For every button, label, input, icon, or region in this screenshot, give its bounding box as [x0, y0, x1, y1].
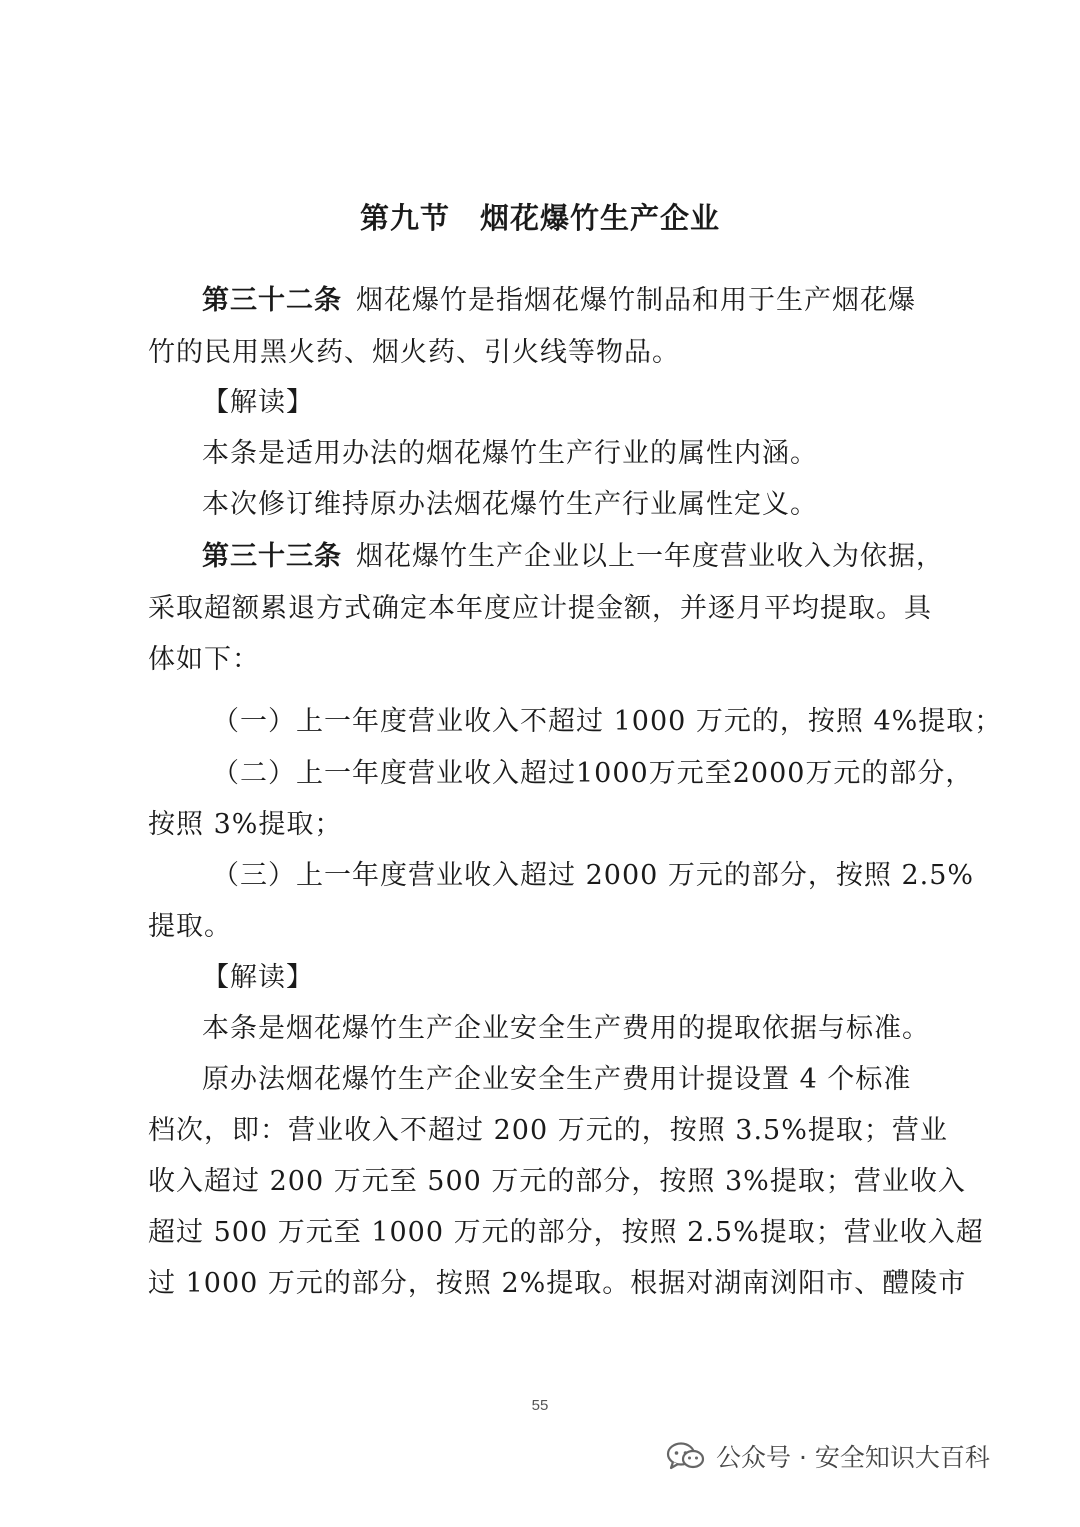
interpretation-paragraph: 本条是适用办法的烟花爆竹生产行业的属性内涵。 — [202, 438, 818, 469]
watermark — [666, 1436, 990, 1476]
article-32-line-2: 竹的民用黑火药、烟火药、引火线等物品。 — [148, 337, 680, 368]
article-33-line-1 — [148, 540, 948, 574]
list-item-continuation: 按照 3%提取； — [148, 809, 343, 840]
interpretation-paragraph-line: 超过 500 万元至 1000 万元的部分，按照 2.5%提取；营业收入超 — [148, 1217, 984, 1248]
article-32-line-1 — [148, 284, 948, 318]
interpretation-paragraph-line: 过 1000 万元的部分，按照 2%提取。根据对湖南浏阳市、醴陵市 — [148, 1268, 967, 1299]
interpretation-paragraph-line: 收入超过 200 万元至 500 万元的部分，按照 3%提取；营业收入 — [148, 1166, 966, 1197]
interpretation-heading: 【解读】 — [202, 387, 314, 418]
list-item: （三）上一年度营业收入超过 2000 万元的部分，按照 2.5% — [212, 860, 975, 891]
wechat-icon — [666, 1441, 706, 1471]
list-item: （一）上一年度营业收入不超过 1000 万元的，按照 4%提取； — [212, 706, 1003, 737]
article-33-label: 第三十三条 — [202, 541, 342, 572]
article-32-label: 第三十二条 — [202, 285, 342, 316]
page-number: 55 — [531, 1397, 549, 1414]
article-32-text: 烟花爆竹是指烟花爆竹制品和用于生产烟花爆 — [356, 285, 916, 316]
watermark-text: 公众号 · 安全知识大百科 — [716, 1443, 990, 1472]
article-33-text: 烟花爆竹生产企业以上一年度营业收入为依据， — [356, 541, 944, 572]
list-item: （二）上一年度营业收入超过1000万元至2000万元的部分， — [212, 758, 974, 789]
interpretation-paragraph: 本次修订维持原办法烟花爆竹生产行业属性定义。 — [202, 489, 818, 520]
article-33-line-2: 采取超额累退方式确定本年度应计提金额，并逐月平均提取。具 — [148, 593, 932, 624]
interpretation-paragraph: 原办法烟花爆竹生产企业安全生产费用计提设置 4 个标准 — [202, 1064, 912, 1095]
list-item-continuation: 提取。 — [148, 911, 232, 942]
article-33-line-3: 体如下： — [148, 644, 260, 675]
interpretation-paragraph-line: 档次，即：营业收入不超过 200 万元的，按照 3.5%提取；营业 — [148, 1115, 948, 1146]
interpretation-paragraph: 本条是烟花爆竹生产企业安全生产费用的提取依据与标准。 — [202, 1013, 930, 1044]
interpretation-heading: 【解读】 — [202, 962, 314, 993]
section-title: 第九节 烟花爆竹生产企业 — [359, 201, 720, 235]
